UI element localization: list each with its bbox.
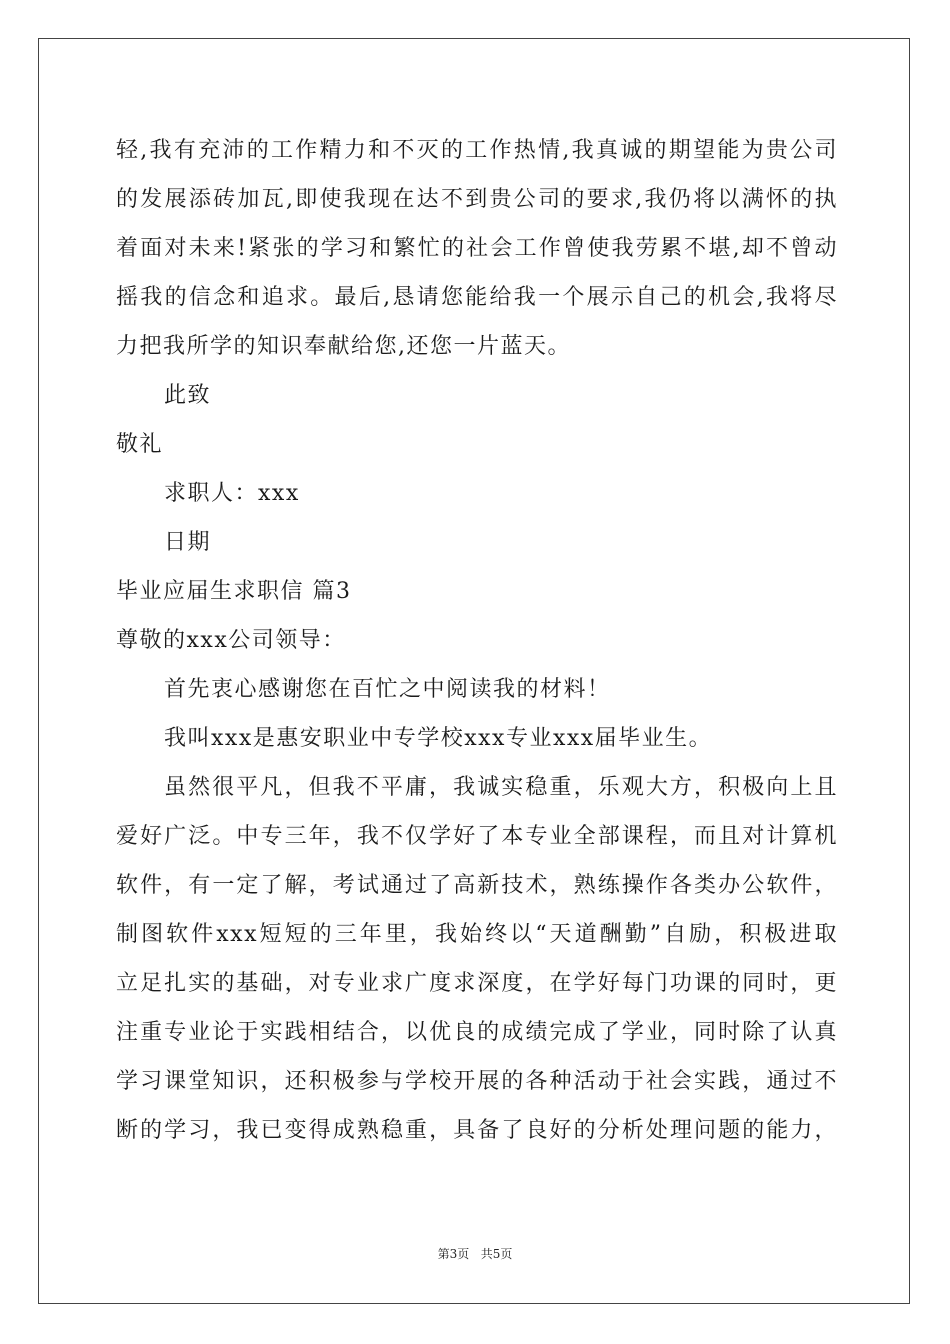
closing-jingli: 敬礼	[116, 432, 164, 457]
text-line: 软件，有一定了解，考试通过了高新技术，熟练操作各类办公软件，	[116, 873, 838, 898]
page-number: 第3页	[437, 1247, 470, 1261]
text-line: 着面对未来!紧张的学习和繁忙的社会工作曾使我劳累不堪,却不曾动	[116, 236, 838, 261]
section-title: 毕业应届生求职信 篇3	[116, 579, 352, 604]
intro-line: 我叫xxx是惠安职业中专学校xxx专业xxx届毕业生。	[164, 726, 713, 751]
text-line: 的发展添砖加瓦,即使我现在达不到贵公司的要求,我仍将以满怀的执	[116, 187, 838, 212]
text-line: 爱好广泛。中专三年，我不仅学好了本专业全部课程，而且对计算机	[116, 824, 838, 849]
document-body	[116, 126, 838, 1155]
text-line: 虽然很平凡，但我不平庸，我诚实稳重，乐观大方，积极向上且	[164, 775, 838, 800]
text-line: 立足扎实的基础，对专业求广度求深度，在学好每门功课的同时，更	[116, 971, 838, 996]
page-total: 共5页	[480, 1247, 513, 1261]
intro-line: 首先衷心感谢您在百忙之中阅读我的材料！	[164, 677, 611, 702]
closing-cizhi: 此致	[164, 383, 212, 408]
applicant-signature: 求职人：xxx	[164, 481, 300, 506]
date-label: 日期	[164, 530, 212, 555]
text-line: 断的学习，我已变得成熟稳重，具备了良好的分析处理问题的能力，	[116, 1118, 838, 1143]
page-footer	[0, 1246, 950, 1262]
text-line: 学习课堂知识，还积极参与学校开展的各种活动于社会实践，通过不	[116, 1069, 838, 1094]
text-line: 注重专业论于实践相结合，以优良的成绩完成了学业，同时除了认真	[116, 1020, 838, 1045]
text-line: 制图软件xxx短短的三年里，我始终以“天道酬勤”自励，积极进取	[116, 922, 838, 947]
salutation: 尊敬的xxx公司领导：	[116, 628, 346, 653]
text-line: 轻,我有充沛的工作精力和不灭的工作热情,我真诚的期望能为贵公司	[116, 138, 838, 163]
text-line: 力把我所学的知识奉献给您,还您一片蓝天。	[116, 334, 571, 359]
text-line: 摇我的信念和追求。最后,恳请您能给我一个展示自己的机会,我将尽	[116, 285, 838, 310]
